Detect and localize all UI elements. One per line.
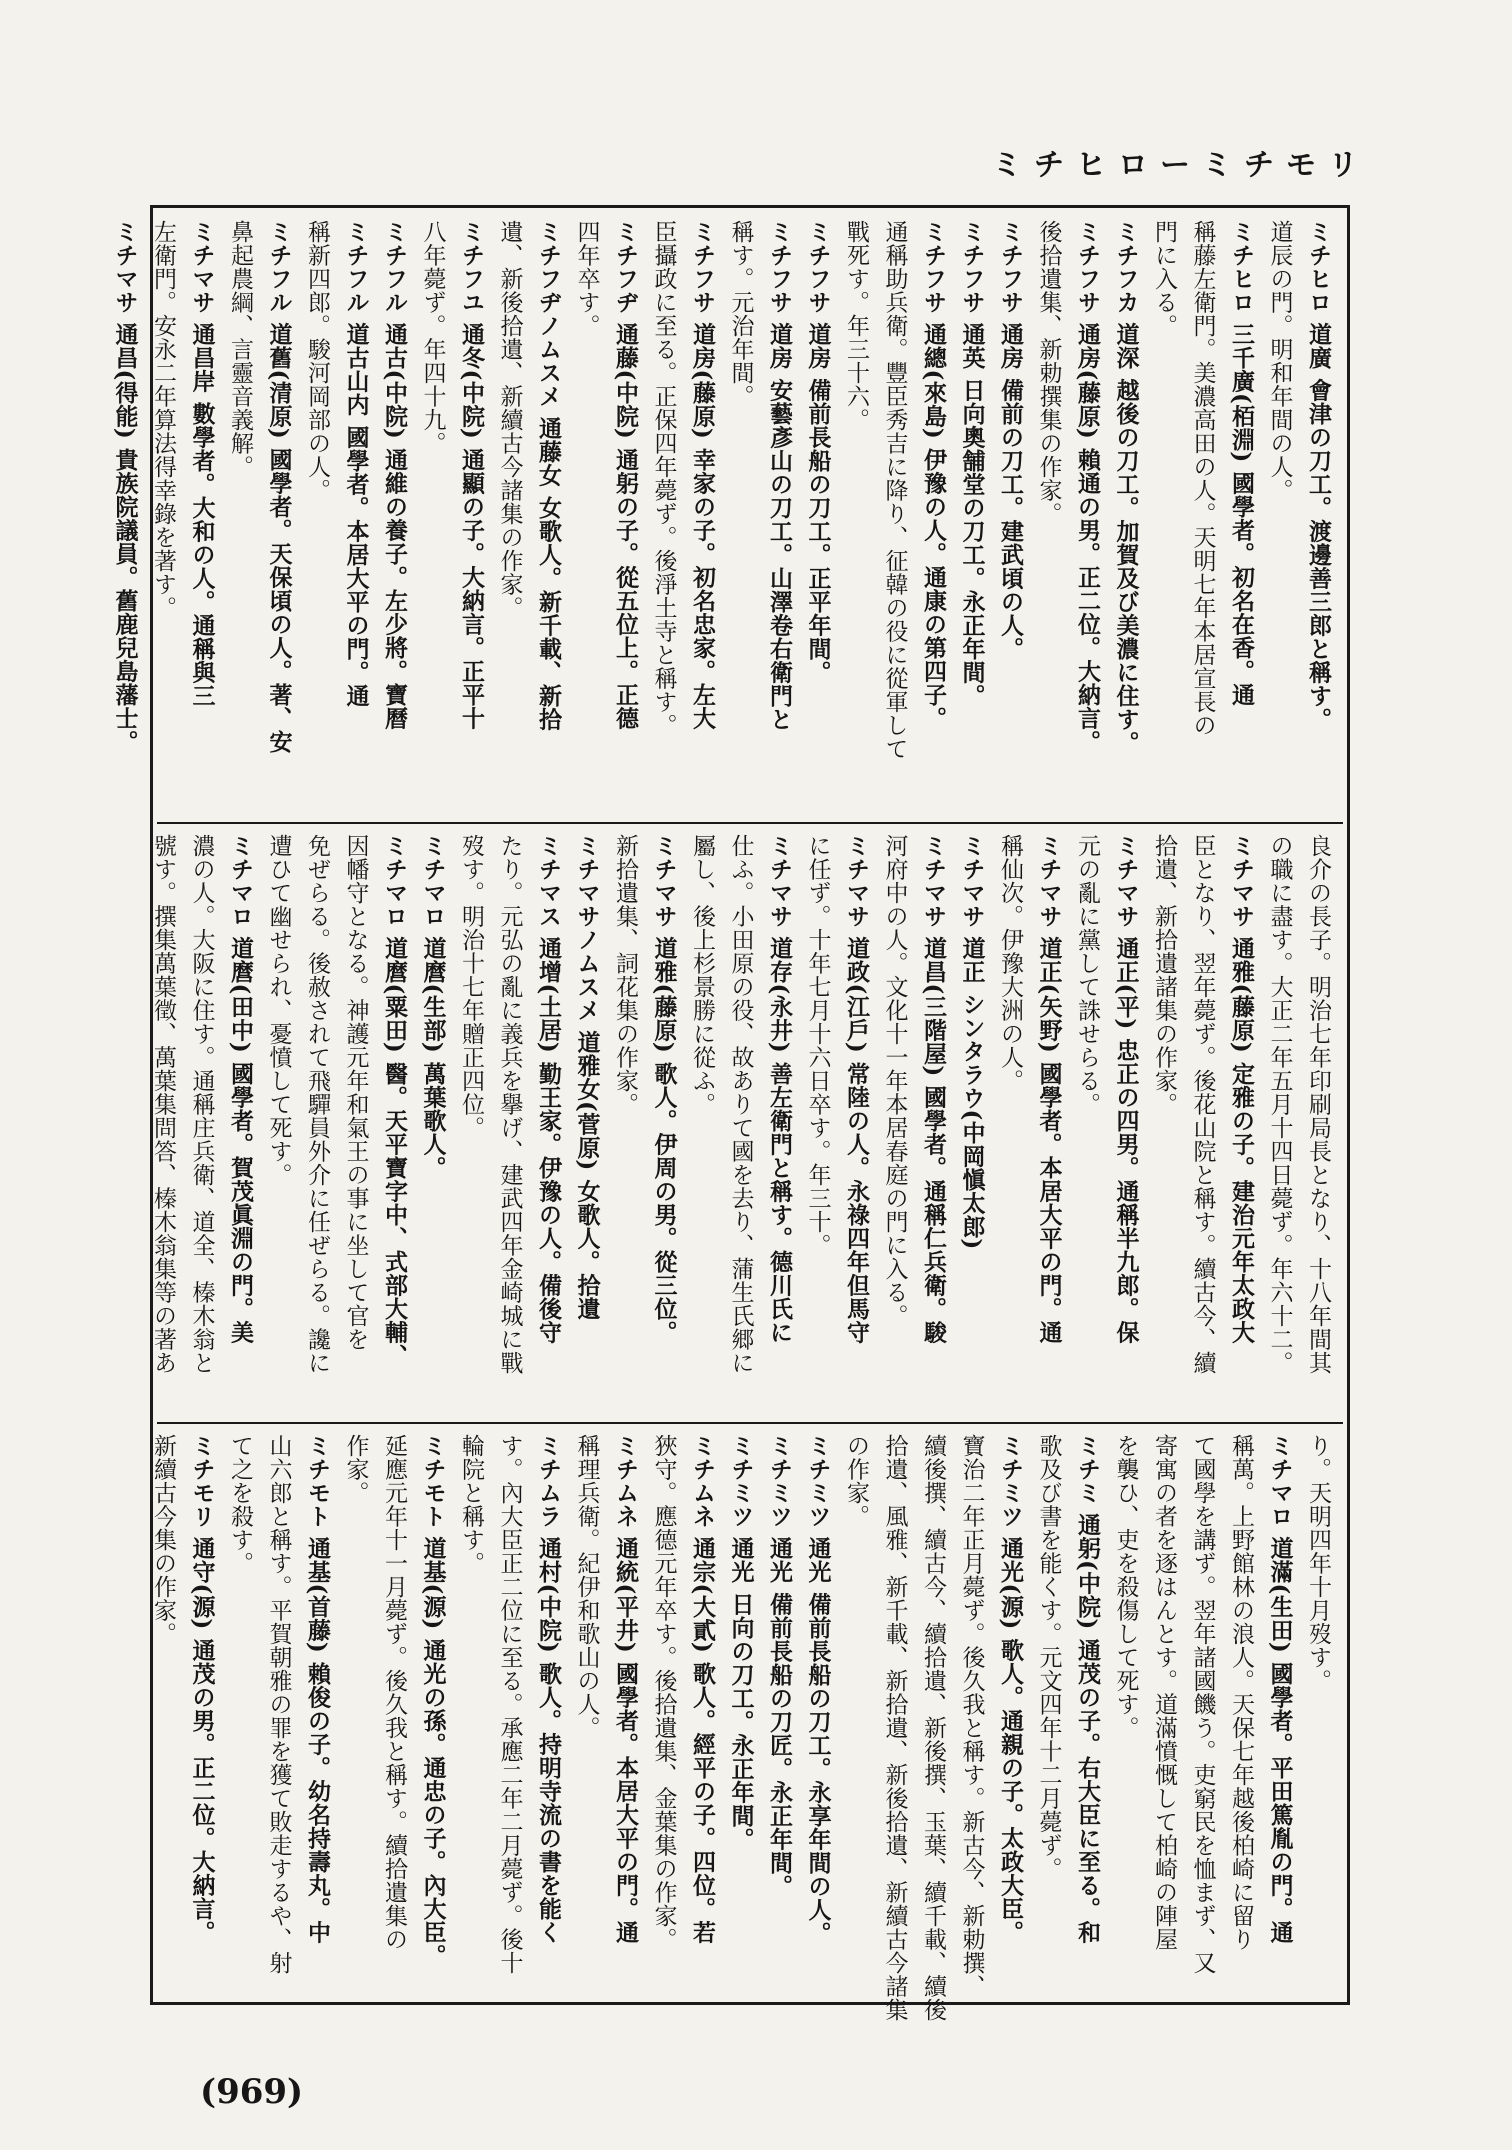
dictionary-text-line: 鼻起農綱、言靈音義解。 <box>227 220 253 479</box>
dictionary-text-line: 歌及び書を能くす。元文四年十二月薨ず。 <box>1035 1434 1062 1881</box>
dictionary-entry-line: ミチフル 道古山内 國學者。本居大平の門。通 <box>342 220 370 708</box>
dictionary-entry-line: ミチマサ 通昌(得能) 貴族院議員。舊鹿兒島藩士。 <box>111 220 139 754</box>
dictionary-entry-line: ミチマス 通增(土居) 勤王家。伊豫の人。備後守 <box>535 834 562 1344</box>
dictionary-entry-line: ミチヒロ 三千廣(栢淵) 國學者。初名在香。通 <box>1228 220 1255 707</box>
dictionary-text-line: 因幡守となる。神護元年和氣王の事に坐して官を <box>342 834 369 1351</box>
dictionary-entry-line: ミチマサ 道正(矢野) 國學者。本居大平の門。通 <box>1035 834 1063 1344</box>
dictionary-entry-line: ミチフサ 通總(來島) 伊豫の人。通康の第四子。 <box>920 220 947 730</box>
dictionary-text-line: 仕ふ。小田原の役、故ありて國を去り、蒲生氏郷に <box>727 834 754 1375</box>
dictionary-text-line: 新續古今集の作家。 <box>150 1434 176 1646</box>
dictionary-text-line: 後拾遺集、新勅撰集の作家。 <box>1035 220 1062 526</box>
dictionary-entry-line: ミチミ 通躬(中院) 通茂の子。右大臣に至る。和 <box>1074 1434 1101 1944</box>
dictionary-text-line: 遭ひて幽せられ、憂憤して死す。 <box>265 834 292 1187</box>
dictionary-text-line: 臣となり、翌年薨ず。後花山院と稱す。續古今、續 <box>1189 834 1216 1375</box>
dictionary-entry-line: ミチフサ 通英 日向奧舗堂の刀工。永正年間。 <box>958 220 986 708</box>
dictionary-entry-line: ミチモリ 通守(源) 通茂の男。正二位。大納言。 <box>188 1434 216 1944</box>
dictionary-entry-line: ミチフサ 道房 安藝彥山の刀工。山澤卷右衛門と <box>766 220 793 731</box>
dictionary-entry-line: ミチフカ 道深 越後の刀工。加賀及び美濃に住す。 <box>1112 220 1140 755</box>
page-number: (969) <box>200 2072 304 2112</box>
dictionary-entry-line: ミチマサ 道存(永井) 善左衛門と稱す。德川氏に <box>766 834 793 1344</box>
dictionary-entry-line: ミチマサ 通雅(藤原) 定雅の子。建治元年太政大 <box>1228 834 1255 1344</box>
dictionary-entry-line: ミチミツ 通光 備前長船の刀匠。永正年間。 <box>766 1434 793 1898</box>
dictionary-entry-line: ミチフル 道舊(清原) 國學者。天保頃の人。著、安 <box>265 220 293 754</box>
dictionary-text-line: 道辰の門。明和年間の人。 <box>1266 220 1293 502</box>
dictionary-text-line: 作家。 <box>342 1434 369 1505</box>
dictionary-text-line: の作家。 <box>843 1434 869 1528</box>
dictionary-entry-line: ミチヒロ 道廣 會津の刀工。渡邊善三郎と稱す。 <box>1305 220 1332 731</box>
dictionary-entry-line: ミチマサノムスメ 道雅女(菅原) 女歌人。拾遺 <box>573 834 601 1321</box>
dictionary-entry-line: ミチマロ 道麿(粟田) 醫。天平寶字中、式部大輔、 <box>381 834 408 1368</box>
dictionary-text-line: り。天明四年十月歿す。 <box>1305 1434 1331 1693</box>
dictionary-entry-line: ミチフヂ 通藤(中院) 通躬の子。從五位上。正德 <box>612 220 639 730</box>
dictionary-entry-line: ミチムネ 通統(平井) 國學者。本居大平の門。通 <box>612 1434 639 1944</box>
dictionary-text-line: 濃の人。大阪に住す。通稱庄兵衛、道全、榛木翁と <box>188 834 215 1375</box>
dictionary-entry-line: ミチモト 通基(首藤) 賴俊の子。幼名持壽丸。中 <box>304 1434 331 1944</box>
dictionary-entry-line: ミチフサ 通房(藤原) 賴通の男。正二位。大納言。 <box>1074 220 1101 754</box>
dictionary-text-line: 免ぜらる。後赦されて飛驒員外介に任ぜらる。讒に <box>304 834 330 1375</box>
band-divider <box>157 1422 1343 1424</box>
dictionary-text-line: 狹守。應德元年卒す。後拾遺集、金葉集の作家。 <box>650 1434 677 1951</box>
dictionary-entry-line: ミチフヂノムスメ 通藤女 女歌人。新千載、新拾 <box>535 220 562 731</box>
dictionary-text-line: 良介の長子。明治七年印刷局長となり、十八年間其 <box>1305 834 1331 1375</box>
dictionary-entry-line: ミチフル 通古(中院) 通維の養子。左少將。寶曆 <box>381 220 408 730</box>
dictionary-text-line: 稱仙次。伊豫大洲の人。 <box>997 834 1023 1093</box>
dictionary-entry-line: ミチミツ 通光 備前長船の刀工。永享年間の人。 <box>804 1434 832 1945</box>
dictionary-text-line: に任ず。十年七月十六日卒す。年三十。 <box>804 834 831 1257</box>
dictionary-text-line: 續後撰、續古今、續拾遺、新後撰、玉葉、續千載、續後 <box>920 1434 946 2022</box>
dictionary-entry-line: ミチムネ 通宗(大貳) 歌人。經平の子。四位。若 <box>689 1434 716 1944</box>
dictionary-text-line: 四年卒す。 <box>573 220 600 338</box>
text-band-middle <box>150 834 1337 1412</box>
dictionary-text-line: 河府中の人。文化十一年本居春庭の門に入る。 <box>881 834 908 1328</box>
dictionary-text-line: の職に盡す。大正二年五月十四日薨ず。年六十二。 <box>1266 834 1293 1375</box>
dictionary-text-line: 遺、新後拾遺、新續古今諸集の作家。 <box>496 220 523 620</box>
dictionary-entry-line: ミチマサ 通正(平) 忠正の四男。通稱半九郎。保 <box>1112 834 1140 1344</box>
dictionary-entry-line: ミチマサ 道正 シンタラウ(中岡愼太郎) <box>958 834 986 1250</box>
dictionary-text-line: 輪院と稱す。 <box>458 1434 484 1575</box>
text-band-top <box>111 220 1337 812</box>
dictionary-text-line: 拾遺、風雅、新千載、新拾遺、新後拾遺、新續古今諸集 <box>881 1434 908 2022</box>
dictionary-text-line: て國學を講ず。翌年諸國饑う。吏窮民を恤まず、又 <box>1189 1434 1216 1975</box>
dictionary-text-line: 稱理兵衛。紀伊和歌山の人。 <box>573 1434 600 1740</box>
dictionary-text-line: 臣攝政に至る。正保四年薨ず。後淨土寺と稱す。 <box>650 220 677 737</box>
dictionary-text-line: 拾遺、新拾遺諸集の作家。 <box>1151 834 1177 1116</box>
dictionary-text-line: 八年薨ず。年四十九。 <box>419 220 446 455</box>
dictionary-entry-line: ミチフサ 通房 備前の刀工。建武頃の人。 <box>997 220 1024 661</box>
dictionary-entry-line: ミチフサ 道房(藤原) 幸家の子。初名忠家。左大 <box>689 220 716 730</box>
dictionary-text-line: 寶治二年正月薨ず。後久我と稱す。新古今、新勅撰、 <box>958 1434 985 1998</box>
dictionary-entry-line: ミチマサ 道昌(三階屋) 國學者。通稱仁兵衛。駿 <box>920 834 947 1344</box>
dictionary-text-line: 歿す。明治十七年贈正四位。 <box>458 834 484 1140</box>
dictionary-text-line: て之を殺す。 <box>227 1434 253 1575</box>
text-band-bottom <box>150 1434 1337 2022</box>
page-frame <box>111 205 1350 2022</box>
dictionary-text-line: 戰死す。年三十六。 <box>843 220 869 432</box>
band-divider <box>157 822 1343 824</box>
dictionary-entry-line: ミチミツ 通光(源) 歌人。通親の子。太政大臣。 <box>997 1434 1024 1944</box>
dictionary-text-line: 稱新四郎。駿河岡部の人。 <box>304 220 330 502</box>
dictionary-entry-line: ミチマロ 道滿(生田) 國學者。平田篤胤の門。通 <box>1266 1434 1294 1944</box>
dictionary-entry-line: ミチモト 道基(源) 通光の孫。通忠の子。內大臣。 <box>419 1434 447 1968</box>
dictionary-text-line: 通稱助兵衛。豐臣秀吉に降り、征韓の役に從軍して <box>881 220 908 761</box>
dictionary-entry-line: ミチマサ 道雅(藤原) 歌人。伊周の男。從三位。 <box>650 834 678 1344</box>
dictionary-text-line: 山六郎と稱す。平賀朝雅の罪を獲て敗走するや、射 <box>265 1434 292 1975</box>
dictionary-text-line: 延應元年十一月薨ず。後久我と稱す。續拾遺集の <box>381 1434 407 1951</box>
dictionary-text-line: 門に入る。 <box>1151 220 1177 338</box>
dictionary-text-line: 左衛門。安永二年算法得幸錄を著す。 <box>150 220 176 620</box>
dictionary-text-line: 元の亂に黨して誅せらる。 <box>1074 834 1100 1116</box>
dictionary-text-line: す。內大臣正二位に至る。承應二年二月薨ず。後十 <box>496 1434 523 1975</box>
dictionary-text-line: 稱藤左衛門。美濃高田の人。天明七年本居宣長の <box>1189 220 1216 737</box>
dictionary-entry-line: ミチマサ 道政(江戶) 常陸の人。永祿四年但馬守 <box>843 834 870 1344</box>
dictionary-entry-line: ミチフユ 通冬(中院) 通顯の子。大納言。正平十 <box>458 220 485 730</box>
dictionary-entry-line: ミチマロ 道麿(生部) 萬葉歌人。 <box>419 834 447 1180</box>
dictionary-text-line: 新拾遺集、詞花集の作家。 <box>612 834 638 1116</box>
dictionary-entry-line: ミチミツ 通光 日向の刀工。永正年間。 <box>727 1434 755 1851</box>
dictionary-text-line: たり。元弘の亂に義兵を擧げ、建武四年金崎城に戰 <box>496 834 523 1375</box>
dictionary-text-line: 號す。撰集萬葉徵、萬葉集問答、榛木翁集等の著あ <box>150 834 176 1375</box>
running-head: ミチヒローミチモリ <box>992 148 1370 183</box>
dictionary-entry-line: ミチマロ 道麿(田中) 國學者。賀茂眞淵の門。美 <box>227 834 254 1344</box>
dictionary-entry-line: ミチムラ 通村(中院) 歌人。持明寺流の書を能く <box>535 1434 562 1944</box>
dictionary-text-line: 屬し、後上杉景勝に從ふ。 <box>689 834 715 1116</box>
dictionary-text-line: 稱す。元治年間。 <box>727 220 754 408</box>
dictionary-entry-line: ミチマサ 通昌岸 數學者。大和の人。通稱與三 <box>188 220 216 708</box>
dictionary-text-line: 稱萬。上野館林の浪人。天保七年越後柏崎に留り <box>1228 1434 1254 1951</box>
dictionary-text-line: を襲ひ、吏を殺傷して死す。 <box>1112 1434 1139 1740</box>
dictionary-text-line: 寄寓の者を逐はんとす。道滿憤慨して柏崎の陣屋 <box>1151 1434 1177 1951</box>
dictionary-entry-line: ミチフサ 道房 備前長船の刀工。正平年間。 <box>804 220 832 684</box>
